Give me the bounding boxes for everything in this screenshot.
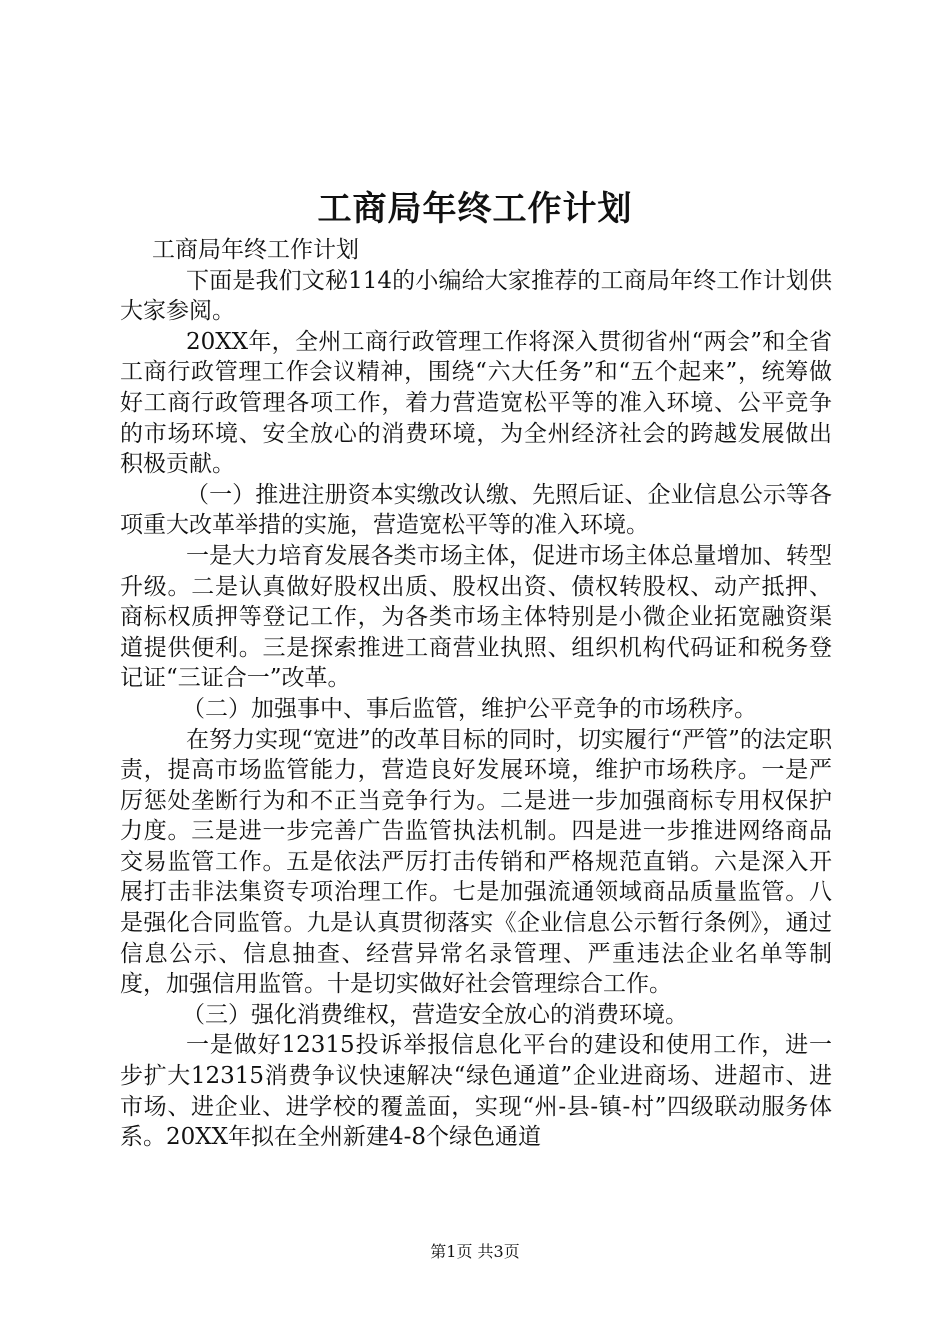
- paragraph-intro: 下面是我们文秘114的小编给大家推荐的工商局年终工作计划供大家参阅。: [120, 267, 832, 325]
- section-heading-2: （二）加强事中、事后监管，维护公平竞争的市场秩序。: [182, 695, 757, 722]
- paragraph-overview: 20XX年，全州工商行政管理工作将深入贯彻省州“两会”和全省工商行政管理工作会议精神，围绕“六大任务”和“五个起来”，统筹做好工商行政管理各项工作，着力营造宽松平等的准入环境、公平竞争的市场环境、安全放心的消费环境，为全州经济社会的跨越发展做出积极贡献。: [120, 328, 832, 478]
- page-footer: 第1页 共3页: [430, 1242, 520, 1261]
- document-title: 工商局年终工作计划: [317, 189, 633, 229]
- section-heading-3: （三）强化消费维权，营造安全放心的消费环境。: [182, 1001, 688, 1028]
- paragraph-section-1: 一是大力培育发展各类市场主体，促进市场主体总量增加、转型升级。二是认真做好股权出质、股权出资、债权转股权、动产抵押、商标权质押等登记工作，为各类市场主体特别是小微企业拓宽融资渠道提供便利。三是探索推进工商营业执照、组织机构代码证和税务登记证“三证合一”改革。: [120, 542, 832, 692]
- paragraph-subtitle: 工商局年终工作计划: [152, 237, 359, 263]
- document-body: [120, 235, 832, 1153]
- section-heading-1: （一）推进注册资本实缴改认缴、先照后证、企业信息公示等各项重大改革举措的实施，营造宽松平等的准入环境。: [120, 481, 832, 539]
- paragraph-section-3: 一是做好12315投诉举报信息化平台的建设和使用工作，进一步扩大12315消费争议快速解决“绿色通道”企业进商场、进超市、进市场、进企业、进学校的覆盖面，实现“州-县-镇-村”四级联动服务体系。20XX年拟在全州新建4-8个绿色通道: [120, 1032, 832, 1151]
- paragraph-section-2: 在努力实现“宽进”的改革目标的同时，切实履行“严管”的法定职责，提高市场监管能力，营造良好发展环境，维护市场秩序。一是严厉惩处垄断行为和不正当竞争行为。二是进一步加强商标专用权保护力度。三是进一步完善广告监管执法机制。四是进一步推进网络商品交易监管工作。五是依法严厉打击传销和严格规范直销。六是深入开展打击非法集资专项治理工作。七是加强流通领域商品质量监管。八是强化合同监管。九是认真贯彻落实《企业信息公示暂行条例》，通过信息公示、信息抽查、经营异常名录管理、严重违法企业名单等制度，加强信用监管。十是切实做好社会管理综合工作。: [120, 726, 832, 998]
